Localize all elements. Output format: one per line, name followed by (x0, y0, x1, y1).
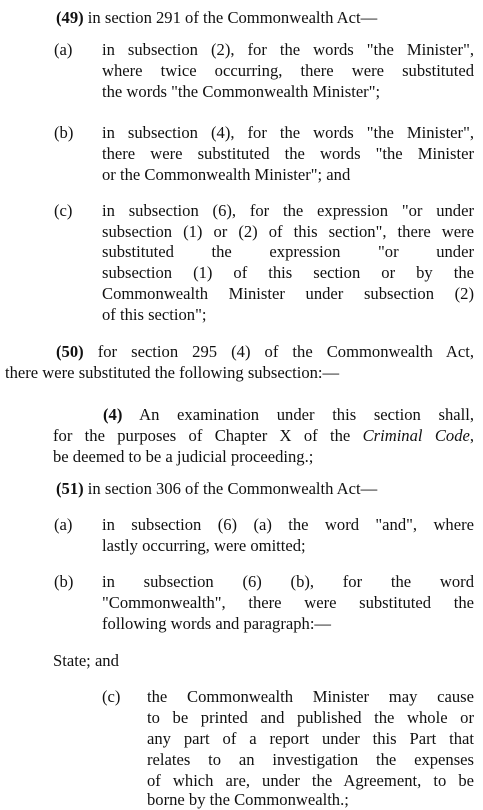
paragraph-label-a: (a) (54, 40, 73, 59)
paragraph-line: there were substituted the words "the Minister (102, 144, 474, 163)
paragraph-line: any part of a report under this Part that (147, 729, 474, 748)
paragraph-line: of which are, under the Agreement, to be (147, 771, 474, 790)
subsection-4-line: be deemed to be a judicial proceeding.; (53, 447, 314, 466)
paragraph-label-a: (a) (54, 515, 73, 534)
state-line: State; and (53, 651, 119, 670)
item-text: in section 291 of the Commonwealth Act— (83, 8, 378, 27)
paragraph-line: in subsection (4), for the words "the Minister", (102, 123, 474, 142)
paragraph-label-c: (c) (54, 201, 73, 220)
paragraph-line: the words "the Commonwealth Minister"; (102, 82, 381, 101)
paragraph-line: in subsection (6) (a) the word "and", where (102, 515, 474, 534)
subsection-4-line: for the purposes of Chapter X of the Criminal Code, (53, 426, 475, 445)
item-number: (49) (56, 8, 84, 27)
item-text-continued: there were substituted the following subsection:— (5, 363, 340, 382)
item-49-heading (56, 7, 377, 28)
paragraph-line: of this section"; (102, 305, 207, 324)
paragraph-label-b: (b) (54, 572, 74, 591)
paragraph-line: in subsection (6) (b), for the word (102, 572, 474, 591)
paragraph-line: following words and paragraph:— (102, 614, 332, 633)
paragraph-line: Commonwealth Minister under subsection (2) (102, 284, 474, 303)
item-number: (50) (56, 342, 84, 361)
item-text: in section 306 of the Commonwealth Act— (83, 479, 378, 498)
paragraph-line: where twice occurring, there were substituted (102, 61, 474, 80)
paragraph-line: lastly occurring, were omitted; (102, 536, 306, 555)
paragraph-line: borne by the Commonwealth.; (147, 790, 349, 809)
paragraph-line: in subsection (6), for the expression "or under (102, 201, 474, 220)
paragraph-line: in subsection (2), for the words "the Minister", (102, 40, 474, 59)
item-51-heading (56, 478, 377, 499)
paragraph-line: subsection (1) of this section or by the (102, 263, 474, 282)
item-text: for section 295 (4) of the Commonwealth Act, (83, 342, 474, 361)
item-number: (51) (56, 479, 84, 498)
paragraph-label-c: (c) (102, 687, 121, 706)
paragraph-line: "Commonwealth", there were substituted the (102, 593, 474, 612)
item-50-heading (56, 341, 474, 362)
subsection-number: (4) (103, 405, 123, 424)
subsection-4-line: (4) An examination under this section shall, (103, 405, 474, 424)
paragraph-label-b: (b) (54, 123, 74, 142)
paragraph-line: to be printed and published the whole or (147, 708, 474, 727)
paragraph-line: the Commonwealth Minister may cause (147, 687, 474, 706)
paragraph-line: or the Commonwealth Minister"; and (102, 165, 351, 184)
paragraph-line: substituted the expression "or under (102, 242, 474, 261)
paragraph-line: relates to an investigation the expenses (147, 750, 474, 769)
paragraph-line: subsection (1) or (2) of this section", there were (102, 222, 474, 241)
criminal-code-title: Criminal Code (362, 426, 470, 445)
